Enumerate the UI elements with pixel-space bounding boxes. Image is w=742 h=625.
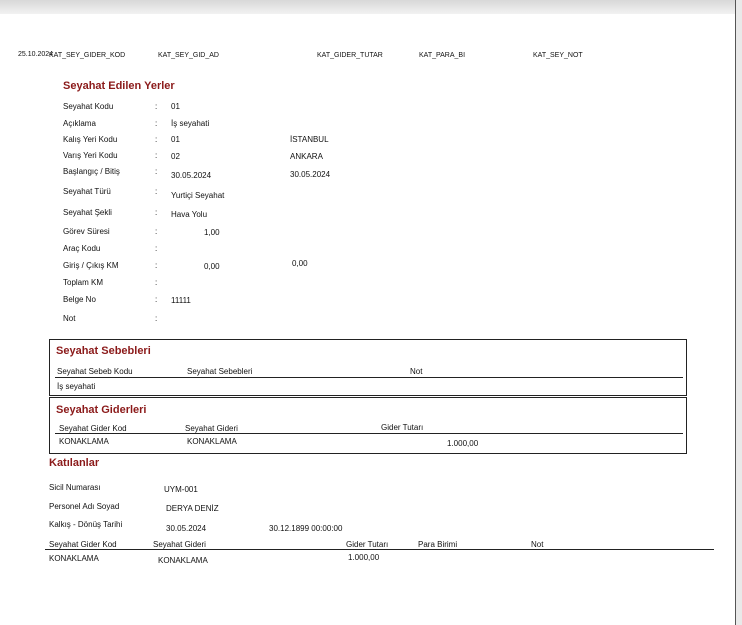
value-travel-style: Hava Yolu — [171, 210, 208, 219]
separator: : — [155, 278, 158, 287]
expenses-header-rule — [55, 433, 683, 434]
value-personnel-name: DERYA DENİZ — [166, 504, 219, 513]
label-departure-return-date: Kalkış - Dönüş Tarihi — [49, 520, 123, 529]
separator: : — [155, 135, 158, 144]
column-header-kat-para-bi: KAT_PARA_BI — [419, 52, 466, 59]
reasons-col-code: Seyahat Sebeb Kodu — [57, 367, 133, 376]
participants-col-name: Seyahat Gideri — [153, 540, 206, 549]
value-registry-number: UYM-001 — [164, 485, 198, 494]
separator: : — [155, 187, 158, 196]
label-arrival-code: Varış Yeri Kodu — [63, 151, 118, 160]
separator: : — [155, 227, 158, 236]
section-title-expenses: Seyahat Giderleri — [56, 404, 147, 416]
column-header-kat-sey-not: KAT_SEY_NOT — [533, 52, 583, 59]
value-departure-code: 01 — [171, 135, 180, 144]
reasons-row-reason: İş seyahati — [57, 382, 96, 391]
participants-col-note: Not — [531, 540, 544, 549]
participants-header-rule — [45, 549, 714, 550]
participants-row-code: KONAKLAMA — [49, 554, 99, 563]
expenses-row-amount: 1.000,00 — [447, 439, 479, 448]
label-km: Giriş / Çıkış KM — [63, 261, 119, 270]
label-total-km: Toplam KM — [63, 278, 104, 287]
label-start-end: Başlangıç / Bitiş — [63, 167, 120, 176]
expenses-col-code: Seyahat Gider Kod — [59, 424, 127, 433]
participants-col-amount: Gider Tutarı — [346, 540, 389, 549]
label-description: Açıklama — [63, 119, 96, 128]
reasons-col-reason: Seyahat Sebebleri — [187, 367, 253, 376]
separator: : — [155, 208, 158, 217]
separator: : — [155, 314, 158, 323]
expenses-col-name: Seyahat Gideri — [185, 424, 238, 433]
viewer-scrollbar[interactable] — [735, 0, 742, 625]
label-personnel-name: Personel Adı Soyad — [49, 502, 120, 511]
column-header-kat-sey-gid-ad: KAT_SEY_GID_AD — [158, 52, 219, 59]
participants-row-amount: 1.000,00 — [348, 553, 380, 562]
label-travel-type: Seyahat Türü — [63, 187, 111, 196]
section-title-participants: Katılanlar — [49, 457, 100, 469]
report-date: 25.10.2024 — [18, 51, 54, 58]
value-description: İş seyahati — [171, 119, 210, 128]
viewer-top-strip — [0, 0, 742, 14]
value-travel-code: 01 — [171, 102, 180, 111]
reasons-col-note: Not — [410, 367, 423, 376]
expenses-col-amount: Gider Tutarı — [381, 423, 424, 432]
section-title-reasons: Seyahat Sebebleri — [56, 345, 151, 357]
column-header-kat-gider-tutar: KAT_GIDER_TUTAR — [317, 52, 383, 59]
value-document-no: 11111 — [171, 296, 191, 305]
separator: : — [155, 167, 158, 176]
separator: : — [155, 151, 158, 160]
value-duty-duration: 1,00 — [204, 228, 220, 237]
label-document-no: Belge No — [63, 295, 96, 304]
label-travel-style: Seyahat Şekli — [63, 208, 112, 217]
value-start-date: 30.05.2024 — [171, 171, 212, 180]
value-km-out: 0,00 — [292, 259, 308, 268]
column-header-kat-sey-gider-kod: KAT_SEY_GIDER_KOD — [49, 52, 126, 59]
expenses-row-name: KONAKLAMA — [187, 437, 237, 446]
label-registry-number: Sicil Numarası — [49, 483, 101, 492]
value-km-in: 0,00 — [204, 262, 220, 271]
label-travel-code: Seyahat Kodu — [63, 102, 114, 111]
value-arrival-code: 02 — [171, 152, 180, 161]
value-arrival-name: ANKARA — [290, 152, 323, 161]
separator: : — [155, 119, 158, 128]
separator: : — [155, 261, 158, 270]
participants-col-currency: Para Birimi — [418, 540, 458, 549]
separator: : — [155, 295, 158, 304]
participants-row-name: KONAKLAMA — [158, 556, 208, 565]
separator: : — [155, 244, 158, 253]
value-return-date: 30.12.1899 00:00:00 — [269, 524, 343, 533]
expenses-row-code: KONAKLAMA — [59, 437, 109, 446]
section-title-places: Seyahat Edilen Yerler — [63, 80, 175, 92]
participants-col-code: Seyahat Gider Kod — [49, 540, 117, 549]
value-end-date: 30.05.2024 — [290, 170, 331, 179]
value-departure-name: İSTANBUL — [290, 135, 329, 144]
value-travel-type: Yurtiçi Seyahat — [171, 191, 225, 200]
separator: : — [155, 102, 158, 111]
value-departure-date: 30.05.2024 — [166, 524, 207, 533]
label-vehicle-code: Araç Kodu — [63, 244, 101, 253]
label-note: Not — [63, 314, 76, 323]
label-duty-duration: Görev Süresi — [63, 227, 110, 236]
reasons-header-rule — [55, 377, 683, 378]
label-departure-code: Kalış Yeri Kodu — [63, 135, 118, 144]
